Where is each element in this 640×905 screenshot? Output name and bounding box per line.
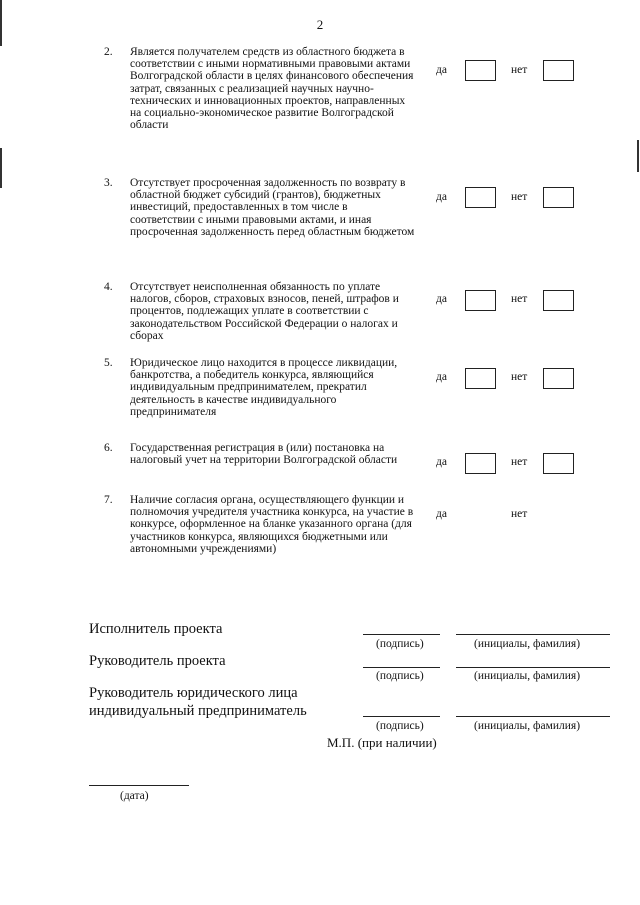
date-caption: (дата) [120,790,149,802]
yes-checkbox[interactable] [465,187,496,208]
executor-label: Исполнитель проекта [89,621,223,637]
item-number: 7. [104,494,113,506]
name-caption: (инициалы, фамилия) [474,670,581,682]
yes-label: да [436,456,447,468]
signature-caption: (подпись) [376,720,424,732]
item-text: Наличие согласия органа, осуществляющего функции и полномочия учредителя участника конкурса, на участие в конкурсе, оформленное на бланке указанного органа (для участников конкурса, являющихся бюджетными или автономными учреждениями) [130,494,414,555]
scan-edge-mark-left [0,148,2,188]
no-checkbox[interactable] [543,290,574,311]
page-number: 2 [316,17,324,32]
item-number: 2. [104,46,113,58]
item-number: 3. [104,177,113,189]
no-label: нет [511,293,528,305]
yes-checkbox[interactable] [465,368,496,389]
scan-edge-mark-right [637,140,639,172]
item-text: Является получателем средств из областного бюджета в соответствии с иными нормативными правовыми актами Волгоградской области в целях финансового обеспечения затрат, связанных с реализацией научных научно-технических и инновационных проектов, направленных на социально-экономическое развитие Волгоградской области [130,46,414,132]
no-checkbox[interactable] [543,187,574,208]
item-number: 4. [104,281,113,293]
no-checkbox[interactable] [543,368,574,389]
yes-label: да [436,64,447,76]
legal-head-line-1: Руководитель юридического лица [89,685,298,701]
executor-signature-line[interactable] [363,634,440,635]
manager-name-line[interactable] [456,667,610,668]
signature-caption: (подпись) [376,670,424,682]
item-text: Отсутствует просроченная задолженность по возврату в областной бюджет субсидий (грантов), бюджетных инвестиций, предоставленных в том числе в соответствии с иными правовыми актами, и иная просроченная задолженность перед областным бюджетом [130,177,415,238]
legal-head-name-line[interactable] [456,716,610,717]
no-label: нет [511,64,528,76]
manager-signature-line[interactable] [363,667,440,668]
no-label: нет [511,191,528,203]
item-number: 5. [104,357,113,369]
date-line[interactable] [89,785,189,786]
yes-checkbox[interactable] [465,60,496,81]
no-label: нет [511,371,528,383]
yes-checkbox[interactable] [465,290,496,311]
stamp-label: М.П. (при наличии) [327,735,437,750]
item-number: 6. [104,442,113,454]
yes-label: да [436,293,447,305]
signature-caption: (подпись) [376,638,424,650]
name-caption: (инициалы, фамилия) [474,720,581,732]
legal-head-signature-line[interactable] [363,716,440,717]
yes-label: да [436,508,447,520]
item-text: Государственная регистрация в (или) постановка на налоговый учет на территории Волгоградской области [130,442,398,467]
no-label: нет [511,508,528,520]
item-text: Юридическое лицо находится в процессе ликвидации, банкротства, а победитель конкурса, являющийся индивидуальным предпринимателем, прекратил деятельность в качестве индивидуального предпринимателя [130,357,398,418]
yes-label: да [436,371,447,383]
legal-head-label [89,684,307,720]
no-checkbox[interactable] [543,453,574,474]
yes-label: да [436,191,447,203]
item-text: Отсутствует неисполненная обязанность по уплате налогов, сборов, страховых взносов, пеней, штрафов и процентов, подлежащих уплате в соответствии с законодательством Российской Федерации о налогах и сборах [130,281,399,342]
legal-head-line-2: индивидуальный предприниматель [89,703,307,719]
name-caption: (инициалы, фамилия) [474,638,581,650]
no-label: нет [511,456,528,468]
yes-checkbox[interactable] [465,453,496,474]
executor-name-line[interactable] [456,634,610,635]
manager-label: Руководитель проекта [89,653,226,669]
no-checkbox[interactable] [543,60,574,81]
